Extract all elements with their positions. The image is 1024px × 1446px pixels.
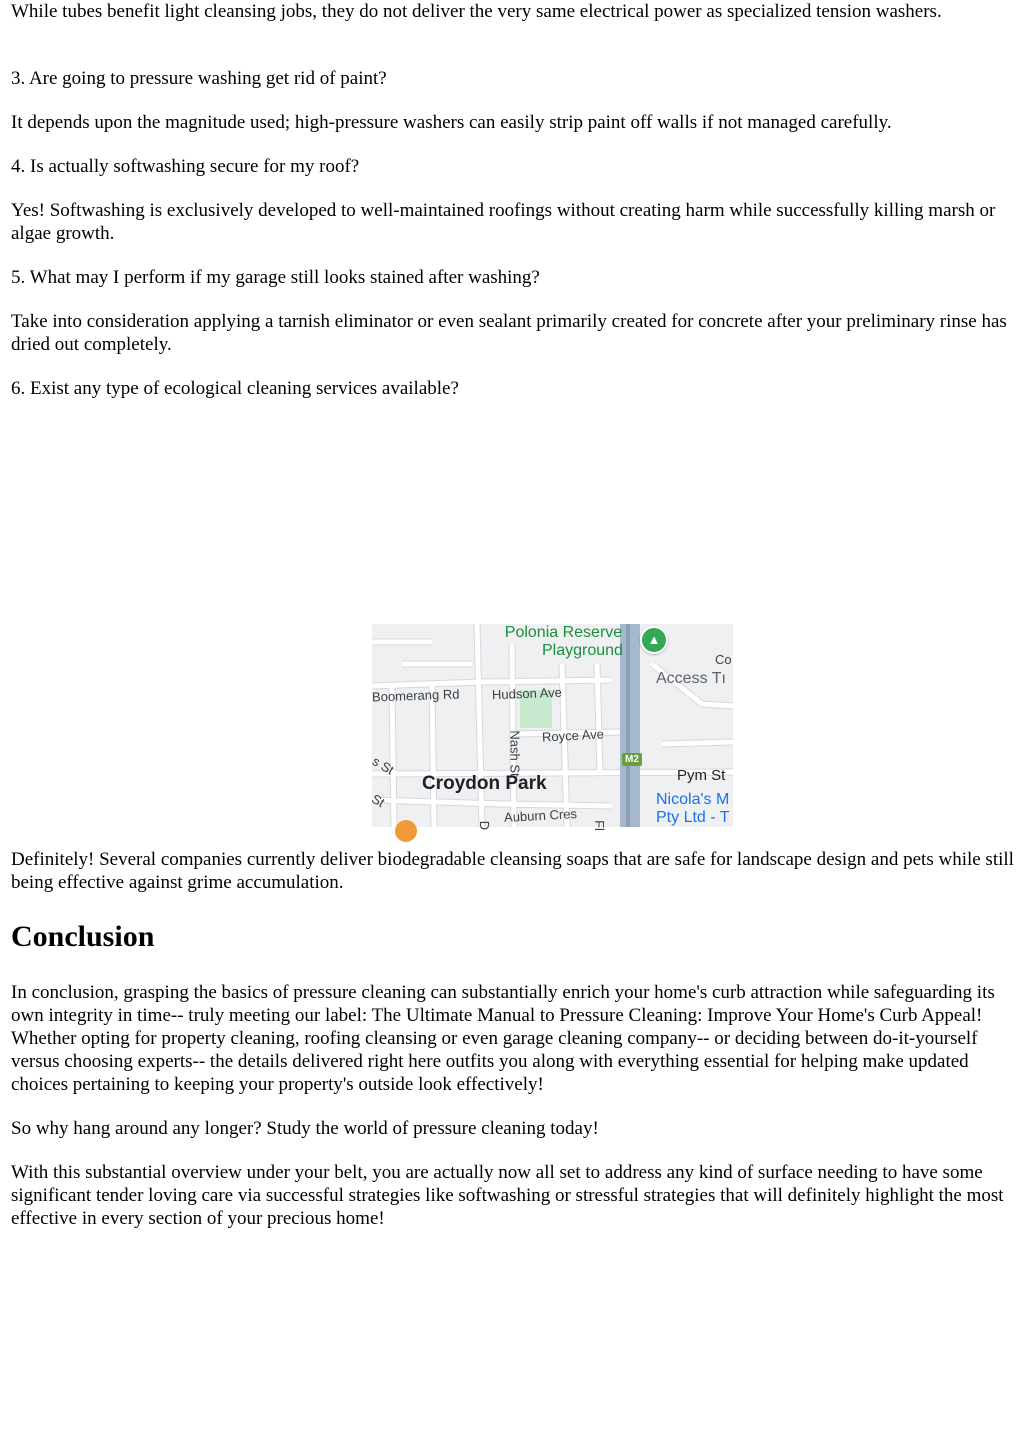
faq-question-6: 6. Exist any type of ecological cleaning services available? xyxy=(11,378,459,399)
faq-answer-6: Definitely! Several companies currently deliver biodegradable cleansing soaps that are safe for landscape design and pets while still being effective against grime accumulation. xyxy=(11,849,1014,893)
map-label-royce-ave: Royce Ave xyxy=(541,726,605,745)
faq-question-3: 3. Are going to pressure washing get rid of paint? xyxy=(11,68,387,89)
paragraph-pressure-washers: While tubes benefit light cleansing jobs, they do not deliver the very same electrical power as specialized tension washers. xyxy=(11,1,942,22)
map-label-croydon-park[interactable]: Croydon Park xyxy=(422,773,547,794)
map-label-nicolas[interactable]: Nicola's M Pty Ltd - T xyxy=(656,791,730,826)
map-label-access: Access Tı xyxy=(656,670,726,687)
faq-question-4: 4. Is actually softwashing secure for my roof? xyxy=(11,156,360,177)
conclusion-paragraph-2: So why hang around any longer? Study the world of pressure cleaning today! xyxy=(11,1118,599,1139)
map-label-co: Co xyxy=(715,652,732,667)
map-label-boomerang-rd: Boomerang Rd xyxy=(371,686,460,705)
faq-answer-5: Take into consideration applying a tarnish eliminator or even sealant primarily created for concrete after your preliminary rinse has dried out completely. xyxy=(11,311,1007,355)
map-label-d: D xyxy=(477,820,493,831)
faq-answer-4: Yes! Softwashing is exclusively developed to well-maintained roofings without creating harm while successfully killing marsh or algae growth. xyxy=(11,200,996,244)
faq-question-5: 5. What may I perform if my garage still looks stained after washing? xyxy=(11,267,540,288)
map-label-pym-st: Pym St xyxy=(677,767,726,784)
map-marker-icon[interactable] xyxy=(395,820,417,842)
map-label-polonia-reserve[interactable]: Polonia Reserve Playground xyxy=(504,624,623,659)
tree-icon[interactable]: ▲ xyxy=(640,626,668,654)
map-label-nash-st: Nash St xyxy=(507,730,523,777)
map-label-hudson-ave: Hudson Ave xyxy=(491,684,563,703)
faq-answer-3: It depends upon the magnitude used; high-pressure washers can easily strip paint off walls if not managed carefully. xyxy=(11,112,892,133)
conclusion-paragraph-1: In conclusion, grasping the basics of pressure cleaning can substantially enrich your home's curb attraction while safeguarding its own integrity in time-- truly meeting our label: The Ultimate Manual to Pressure Cleaning: Improve Your Home's Curb Appeal! Whether opting for property cleaning, roofing cleansing or even garage cleaning company-- or deciding between do-it-yourself versus choosing experts-- the details delivered right here outfits you along with everything essential for helping make updated choices pertaining to keeping your property's outside look effectively! xyxy=(11,982,995,1095)
map-label-fl: Fl xyxy=(591,820,607,831)
map-label-auburn-cres: Auburn Cres xyxy=(503,806,578,825)
map-embed[interactable] xyxy=(369,624,733,831)
map-label-st-2: St xyxy=(369,790,388,811)
conclusion-paragraph-3: With this substantial overview under your belt, you are actually now all set to address any kind of surface needing to have some significant tender loving care via successful strategies like softwashing or stressful strategies that will definitely highlight the most effective in every section of your precious home! xyxy=(11,1162,1004,1229)
map-label-st-1: s St xyxy=(369,753,397,778)
conclusion-heading: Conclusion xyxy=(11,920,155,953)
motorway-shield-m2: M2 xyxy=(622,753,642,766)
